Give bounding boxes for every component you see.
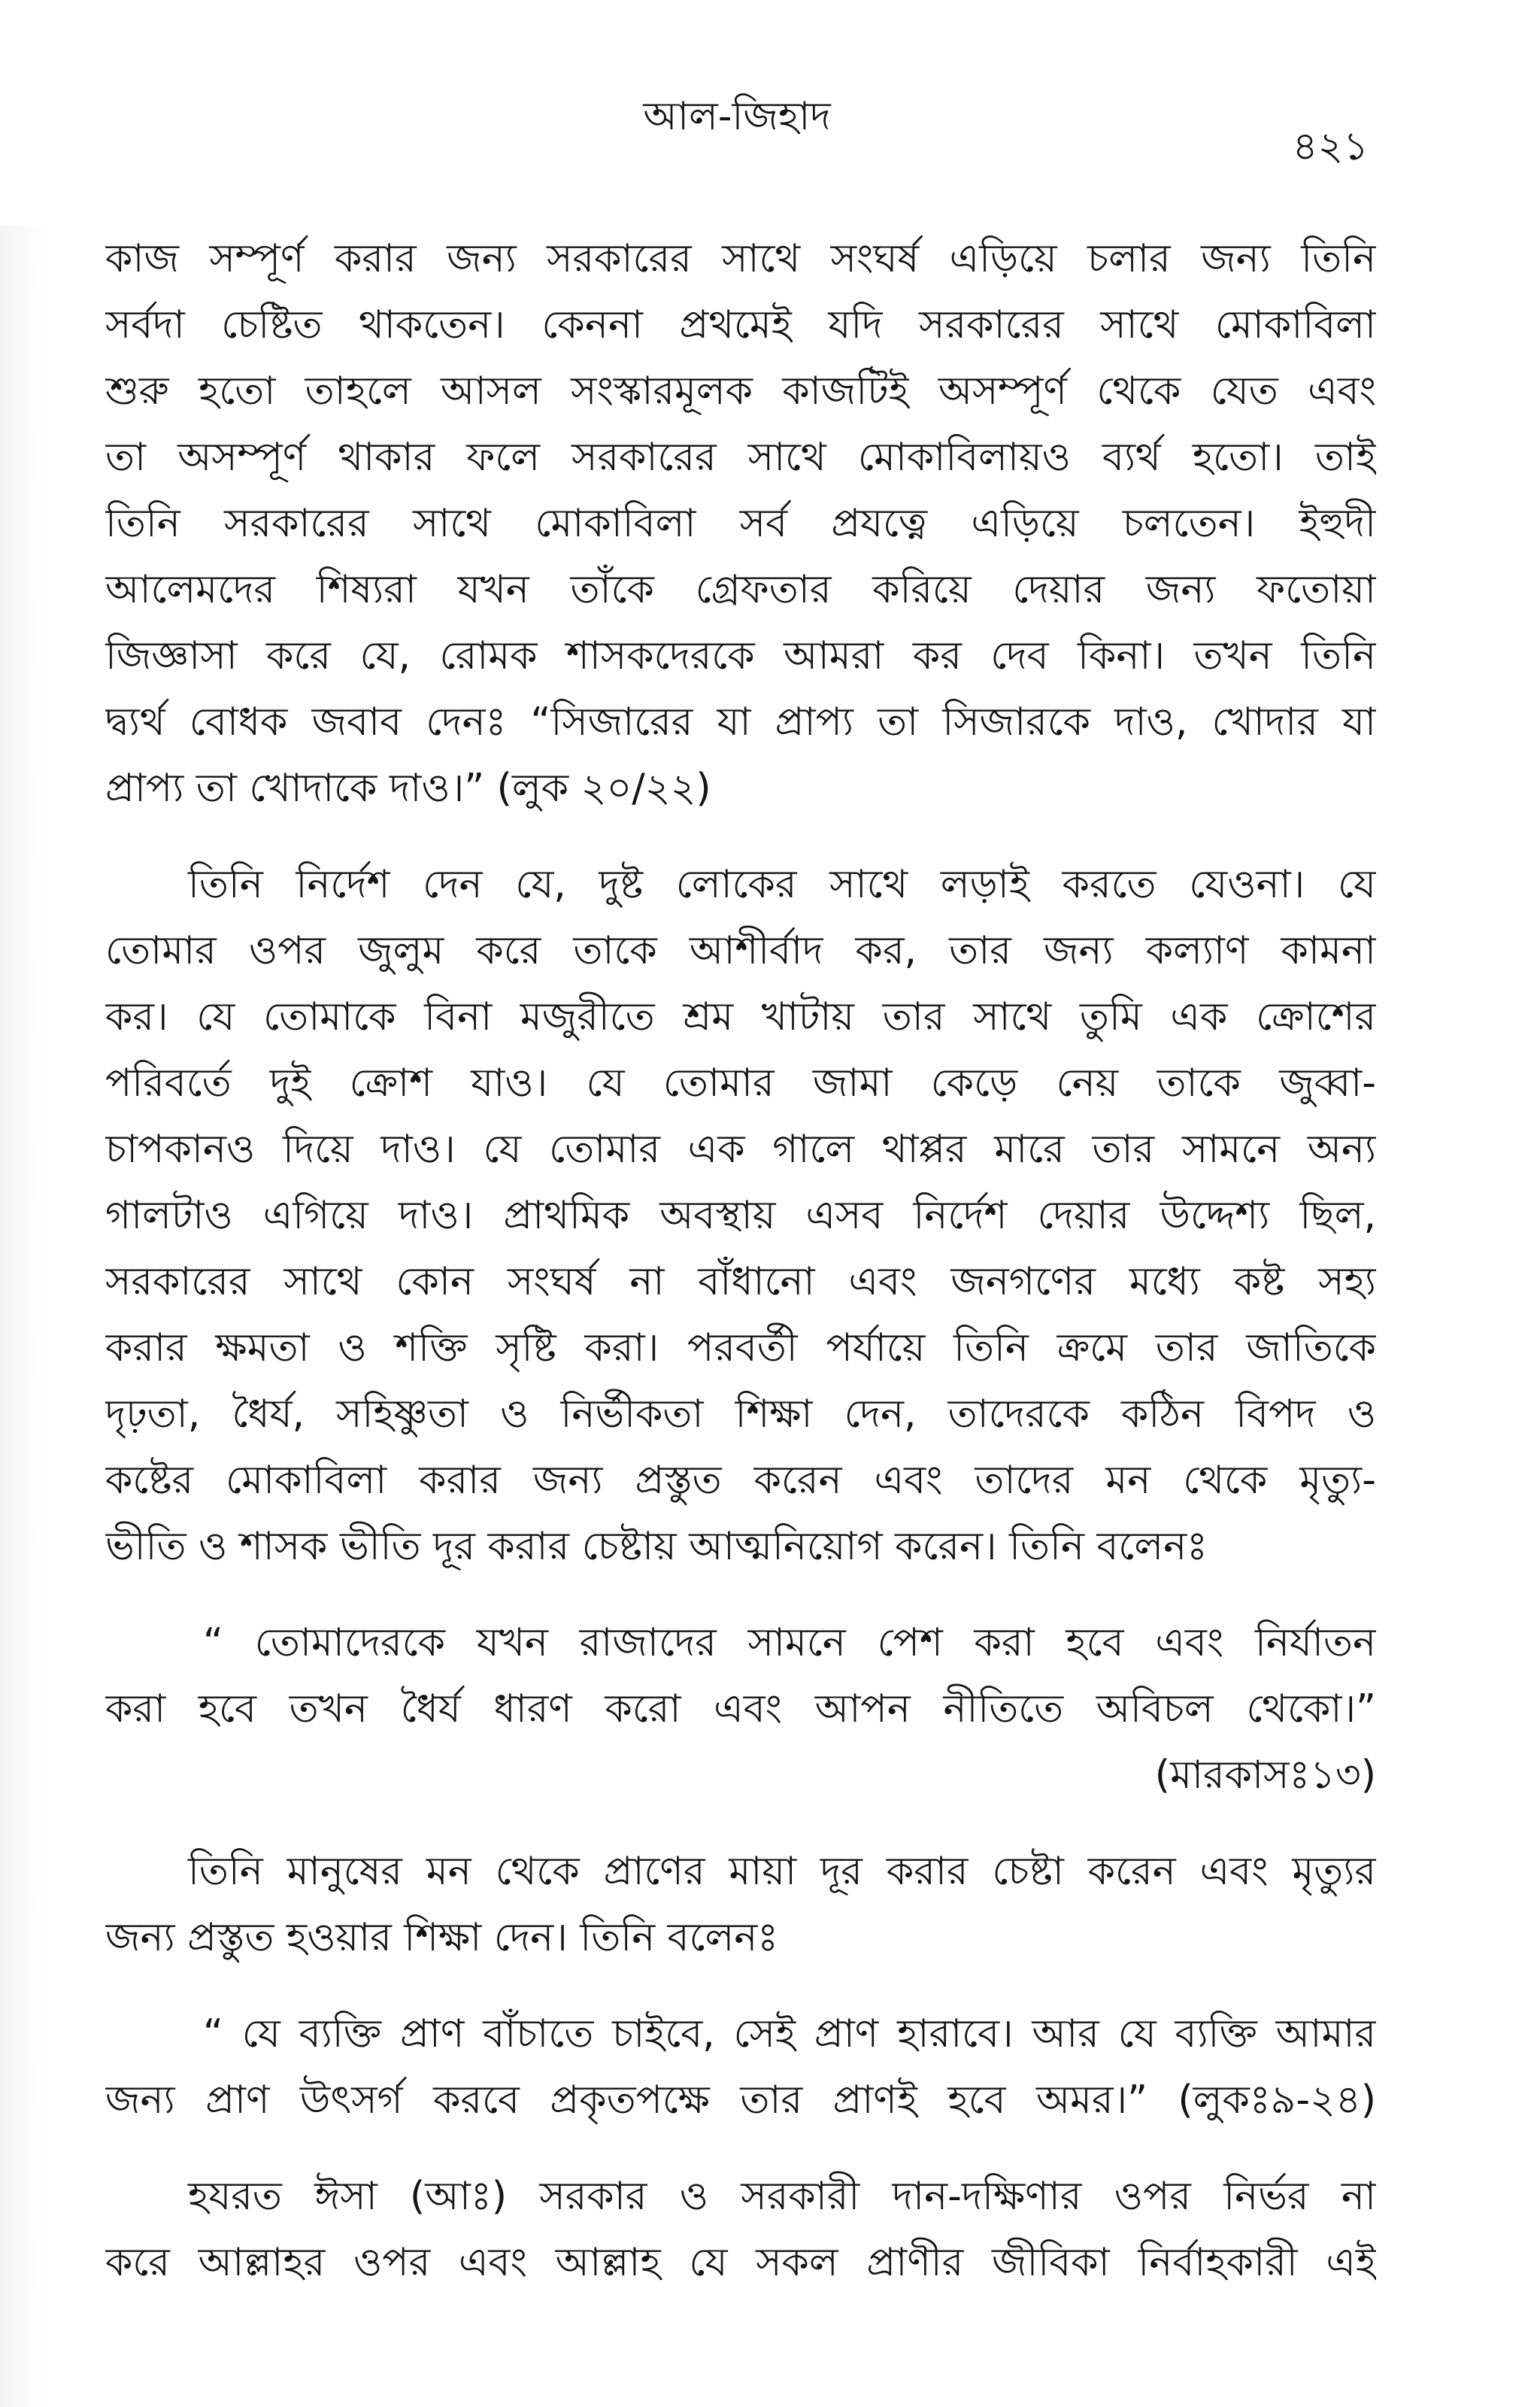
- quote-citation: (মারকাসঃ১৩): [1154, 1753, 1376, 1798]
- text-line: দৃঢ়তা, ধৈর্য, সহিষ্ণুতা ও নির্ভীকতা শিক্ষা দেন, তাদেরকে কঠিন বিপদ ও: [105, 1392, 1376, 1437]
- text-line: সরকারের সাথে কোন সংঘর্ষ না বাঁধানো এবং জনগণের মধ্যে কষ্ট সহ্য: [105, 1259, 1376, 1304]
- text-line: কষ্টের মোকাবিলা করার জন্য প্রস্তুত করেন এবং তাদের মন থেকে মৃত্যু-: [105, 1458, 1376, 1503]
- quote-line: করা হবে তখন ধৈর্য ধারণ করো এবং আপন নীতিতে অবিচল থেকো।”: [105, 1686, 1376, 1732]
- text-line: তা অসম্পূর্ণ থাকার ফলে সরকারের সাথে মোকাবিলায়ও ব্যর্থ হতো। তাই: [105, 435, 1376, 480]
- page-gutter-shadow: [0, 226, 45, 2407]
- text-line: চাপকানও দিয়ে দাও। যে তোমার এক গালে থাপ্পর মারে তার সামনে অন্য: [105, 1127, 1376, 1172]
- text-line: কর। যে তোমাকে বিনা মজুরীতে শ্রম খাটায় তার সাথে তুমি এক ক্রোশের: [105, 994, 1376, 1040]
- paragraph-4: [105, 2163, 1376, 2296]
- running-header-title: আল-জিহাদ: [643, 94, 831, 139]
- text-line: আলেমদের শিষ্যরা যখন তাঁকে গ্রেফতার করিয়ে দেয়ার জন্য ফতোয়া: [105, 567, 1376, 612]
- text-line: দ্ব্যর্থ বোধক জবাব দেনঃ “সিজারের যা প্রাপ্য তা সিজারকে দাও, খোদার যা: [105, 700, 1376, 745]
- paragraph-1: [105, 226, 1376, 821]
- text-line: তিনি নির্দেশ দেন যে, দুষ্ট লোকের সাথে লড়াই করতে যেওনা। যে: [188, 862, 1376, 907]
- text-line: পরিবর্তে দুই ক্রোশ যাও। যে তোমার জামা কেড়ে নেয় তাকে জুব্বা-: [105, 1061, 1376, 1106]
- quotation-block-2: [105, 2001, 1376, 2133]
- text-line: প্রাপ্য তা খোদাকে দাও।” (লুক ২০/২২): [105, 766, 711, 811]
- text-line: করে আল্লাহর ওপর এবং আল্লাহ যে সকল প্রাণীর জীবিকা নির্বাহকারী এই: [105, 2240, 1376, 2285]
- page-number: ৪২১: [1292, 124, 1369, 169]
- paragraph-2: [105, 851, 1376, 1580]
- quotation-block-1: [105, 1610, 1376, 1808]
- text-line: তিনি মানুষের মন থেকে প্রাণের মায়া দূর করার চেষ্টা করেন এবং মৃত্যুর: [188, 1849, 1376, 1894]
- body-text: [105, 226, 1376, 2326]
- text-line: করার ক্ষমতা ও শক্তি সৃষ্টি করা। পরবর্তী পর্যায়ে তিনি ক্রমে তার জাতিকে: [105, 1325, 1376, 1370]
- quote-line: “ যে ব্যক্তি প্রাণ বাঁচাতে চাইবে, সেই প্রাণ হারাবে। আর যে ব্যক্তি আমার: [203, 2011, 1376, 2056]
- text-line: ভীতি ও শাসক ভীতি দূর করার চেষ্টায় আত্মনিয়োগ করেন। তিনি বলেনঃ: [105, 1524, 1208, 1569]
- text-line: শুরু হতো তাহলে আসল সংস্কারমূলক কাজটিই অসম্পূর্ণ থেকে যেত এবং: [105, 369, 1376, 414]
- quote-line: “ তোমাদেরকে যখন রাজাদের সামনে পেশ করা হবে এবং নির্যাতন: [203, 1620, 1376, 1665]
- text-line: গালটাও এগিয়ে দাও। প্রাথমিক অবস্থায় এসব নির্দেশ দেয়ার উদ্দেশ্য ছিল,: [105, 1193, 1376, 1238]
- text-line: জিজ্ঞাসা করে যে, রোমক শাসকদেরকে আমরা কর দেব কিনা। তখন তিনি: [105, 633, 1376, 678]
- text-line: কাজ সম্পূর্ণ করার জন্য সরকারের সাথে সংঘর্ষ এড়িয়ে চলার জন্য তিনি: [105, 236, 1376, 281]
- paragraph-3: [105, 1838, 1376, 1971]
- text-line: হযরত ঈসা (আঃ) সরকার ও সরকারী দান-দক্ষিণার ওপর নির্ভর না: [188, 2174, 1376, 2219]
- text-line: তোমার ওপর জুলুম করে তাকে আশীর্বাদ কর, তার জন্য কল্যাণ কামনা: [105, 928, 1376, 973]
- text-line: সর্বদা চেষ্টিত থাকতেন। কেননা প্রথমেই যদি সরকারের সাথে মোকাবিলা: [105, 302, 1376, 348]
- text-line: জন্য প্রস্তুত হওয়ার শিক্ষা দেন। তিনি বলেনঃ: [105, 1915, 778, 1960]
- text-line: তিনি সরকারের সাথে মোকাবিলা সর্ব প্রযত্নে এড়িয়ে চলতেন। ইহুদী: [105, 501, 1376, 546]
- quote-line: জন্য প্রাণ উৎসর্গ করবে প্রকৃতপক্ষে তার প্রাণই হবে অমর।” (লুকঃ৯-২৪): [105, 2078, 1376, 2123]
